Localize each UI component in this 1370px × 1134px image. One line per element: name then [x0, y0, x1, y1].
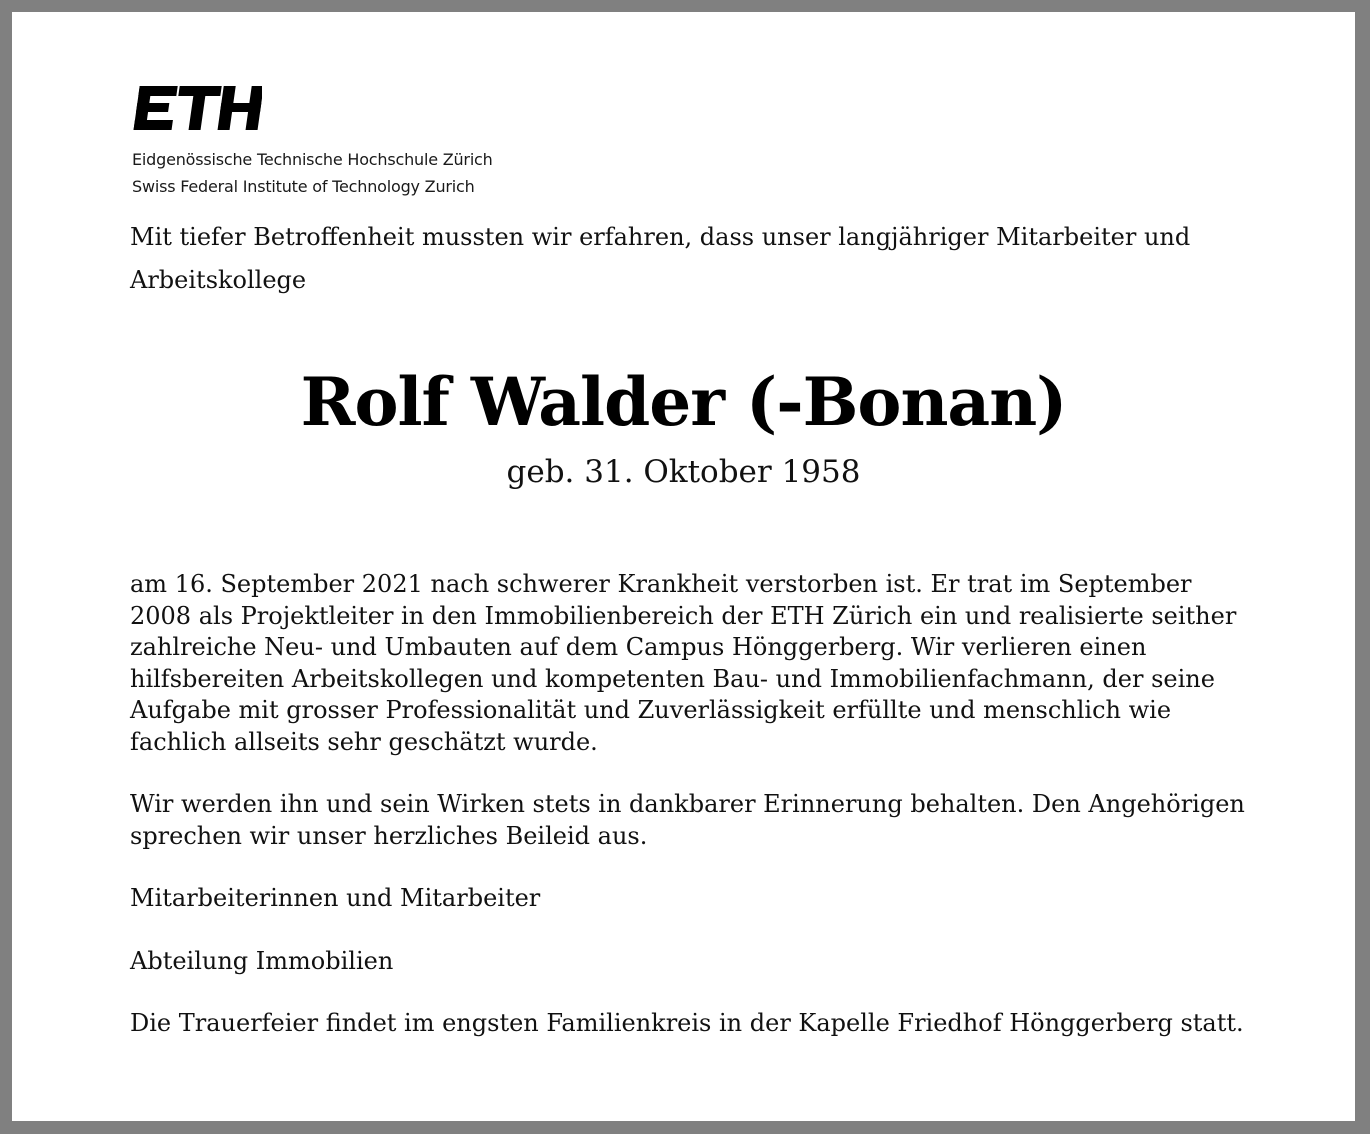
signature-staff: Mitarbeiterinnen und Mitarbeiter — [130, 884, 541, 912]
eth-wordmark-logo — [132, 84, 262, 136]
deceased-name: Rolf Walder (-Bonan) — [300, 363, 1067, 441]
paragraph-condolence: Wir werden ihn und sein Wirken stets in dankbarer Erinnerung behalten. Den Angehörigen sprechen wir unser herzliches Beileid aus. — [130, 790, 1245, 850]
paragraph-main: am 16. September 2021 nach schwerer Krankheit verstorben ist. Er trat im September 2008 als Projektleiter in den Immobilienbereich der ETH Zürich ein und realisierte seither zahlreiche Neu- und Umbauten auf dem Campus Hönggerberg. Wir verlieren einen hilfsbereiten Arbeitskollegen und kompetenten Bau- und Immobilienfachmann, der seine Aufgabe mit grosser Professionalität und Zuverlässigkeit erfüllte und menschlich wie fachlich allseits sehr geschätzt wurde. — [130, 570, 1237, 756]
intro-text: Mit tiefer Betroffenheit mussten wir erfahren, dass unser langjähriger Mitarbeiter und Arbeitskollege — [130, 223, 1191, 294]
obituary-body — [130, 569, 1250, 1040]
document-page — [12, 12, 1355, 1121]
birth-date: geb. 31. Oktober 1958 — [506, 454, 861, 490]
logo-line-german: Eidgenössische Technische Hochschule Zürich — [132, 150, 493, 169]
funeral-notice: Die Trauerfeier findet im engsten Familienkreis in der Kapelle Friedhof Hönggerberg statt. — [130, 1009, 1244, 1037]
eth-logo — [132, 84, 493, 196]
logo-line-english: Swiss Federal Institute of Technology Zurich — [132, 177, 475, 196]
signature-department: Abteilung Immobilien — [130, 946, 394, 975]
